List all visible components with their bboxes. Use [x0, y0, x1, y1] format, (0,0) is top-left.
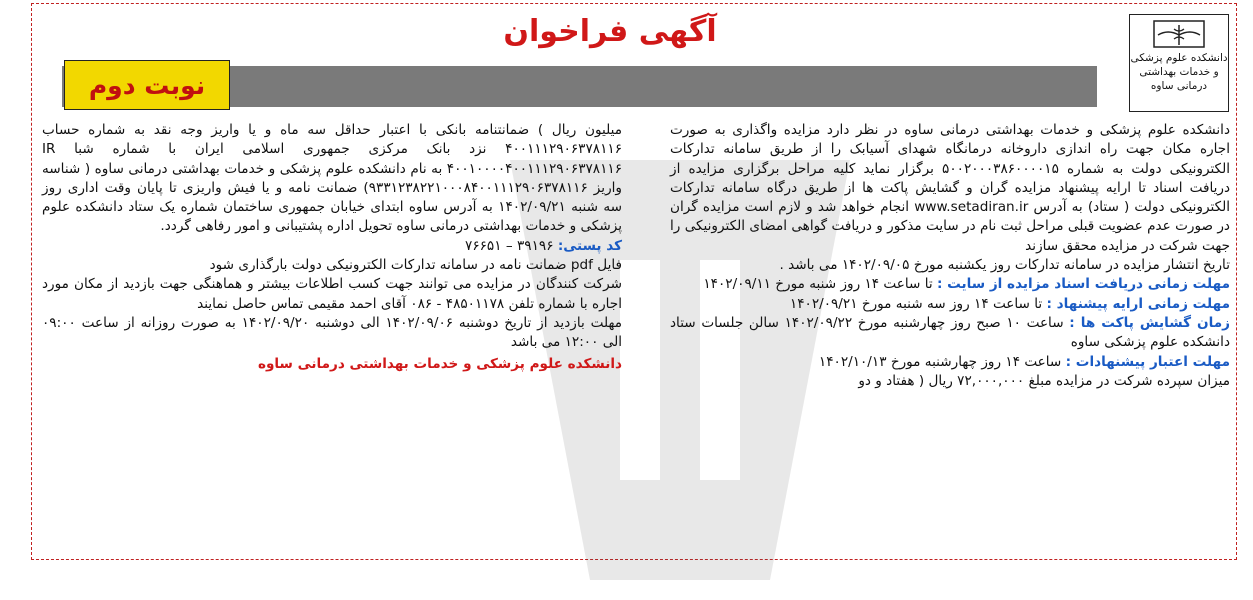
submit-deadline-label: مهلت زمانی ارایه پیشنهاد :	[1046, 295, 1230, 312]
book-caduceus-icon	[1152, 19, 1206, 49]
validity-period-value: ساعت ۱۴ روز چهارشنبه مورخ ۱۴۰۲/۱۰/۱۳	[818, 353, 1066, 370]
intro-paragraph: دانشکده علوم پزشکی و خدمات بهداشتی درمانی ساوه در نظر دارد مزایده واگذاری به صورت اجاره مکان جهت راه اندازی داروخانه درمانگاه شهدای آسیابک را از طریق سامانه تدارکات الکترونیکی دولت به شماره ۵۰۰۲۰۰۰۳۸۶۰۰۰۰۱۵ برگزار نماید کلیه مراحل برگزاری مزایده از دریافت اسناد تا ارایه پیشنهاد مزایده گران و گشایش پاکت ها از طریق درگاه سامانه تدارکات الکترونیکی دولت ( ستاد) به آدرس www.setadiran.ir انجام خواهد شد و لازم است مزایده گران در صورت عدم عضویت قبلی مراحل ثبت نام در سایت مذکور و دریافت گواهی امضای الکترونیکی را جهت شرکت در مزایده محقق سازند	[670, 122, 1230, 254]
validity-period-label: مهلت اعتبار پیشنهادات :	[1065, 353, 1230, 370]
footer-signature: دانشکده علوم پزشکی و خدمات بهداشتی درمانی ساوه	[257, 355, 622, 372]
validity-period	[670, 353, 1230, 372]
opening-time	[670, 314, 1230, 353]
opening-time-label: زمان گشایش پاکت ها :	[1069, 314, 1230, 331]
visit-period: مهلت بازدید از تاریخ دوشنبه ۱۴۰۲/۰۹/۰۶ الی دوشنبه ۱۴۰۲/۰۹/۲۰ به صورت روزانه از ساعت ۰۹:۰۰ الی ۱۲:۰۰ می باشد	[42, 314, 622, 351]
postal-code-label: کد پستی:	[557, 237, 622, 254]
left-text-column	[42, 121, 622, 374]
logo-line-1: دانشکده علوم پزشکی	[1130, 52, 1228, 64]
pdf-upload-note: فایل pdf ضمانت نامه در سامانه تدارکات الکترونیکی دولت بارگذاری شود	[209, 257, 622, 274]
logo-line-2: و خدمات بهداشتی	[1139, 66, 1219, 78]
download-deadline-value: تا ساعت ۱۴ روز شنبه مورخ ۱۴۰۲/۰۹/۱۱	[703, 276, 937, 293]
notice-title: آگهی فراخوان	[503, 14, 717, 49]
opening-time-value: ساعت ۱۰ صبح روز چهارشنبه مورخ ۱۴۰۲/۰۹/۲۲ سالن جلسات ستاد دانشکده علوم پزشکی ساوه	[670, 314, 1230, 351]
publish-date: تاریخ انتشار مزایده در سامانه تدارکات روز یکشنبه مورخ ۱۴۰۲/۰۹/۰۵ می باشد .	[779, 257, 1230, 274]
round-badge: نوبت دوم	[64, 60, 230, 110]
postal-code-value: ۳۹۱۹۶ – ۷۶۶۵۱	[465, 237, 558, 254]
right-text-column	[670, 121, 1230, 391]
download-deadline-label: مهلت زمانی دریافت اسناد مزایده از سایت :	[936, 276, 1230, 293]
download-deadline	[670, 275, 1230, 294]
logo-line-3: درمانی ساوه	[1150, 80, 1208, 92]
deposit-amount: میزان سپرده شرکت در مزایده مبلغ ۷۲,۰۰۰,۰۰۰ ریال ( هفتاد و دو	[858, 372, 1230, 389]
postal-code	[42, 237, 622, 256]
institution-logo	[1129, 14, 1229, 112]
submit-deadline-value: تا ساعت ۱۴ روز سه شنبه مورخ ۱۴۰۲/۰۹/۲۱	[789, 295, 1047, 312]
visit-note: شرکت کنندگان در مزایده می توانند جهت کسب اطلاعات بیشتر و هماهنگی جهت بازدید از مکان مورد اجاره با شماره تلفن ۴۸۵۰۱۱۷۸ - ۰۸۶ آقای احمد مقیمی تماس حاصل نمایند	[42, 276, 622, 312]
submit-deadline	[670, 295, 1230, 314]
guarantee-paragraph: میلیون ریال ) ضمانتنامه بانکی با اعتبار حداقل سه ماه و یا واریز وجه نقد به شماره حساب ۴۰۰۱۱۱۲۹۰۶۳۷۸۱۱۶ نزد بانک مرکزی جمهوری اسلامی ایران با شماره شبا IR ۴۰۰۱۰۰۰۰۴۰۰۱۱۱۲۹۰۶۳۷۸۱۱۶ به نام دانشکده علوم پزشکی و خدمات بهداشتی درمانی ساوه ( شناسه واریز ۹۳۳۱۲۳۸۲۲۱۰۰۰۸۴۰۰۱۱۱۲۹۰۶۳۷۸۱۱۶) ضمانت نامه و یا فیش واریزی تا پایان وقت اداری روز سه شنبه ۱۴۰۲/۰۹/۲۱ به آدرس ساوه ابتدای خیابان جمهوری ساختمان شماره یک ستاد دانشکده علوم پزشکی و خدمات بهداشتی درمانی ساوه تحویل اداره پشتیبانی و امور رفاهی گردد.	[42, 122, 623, 235]
